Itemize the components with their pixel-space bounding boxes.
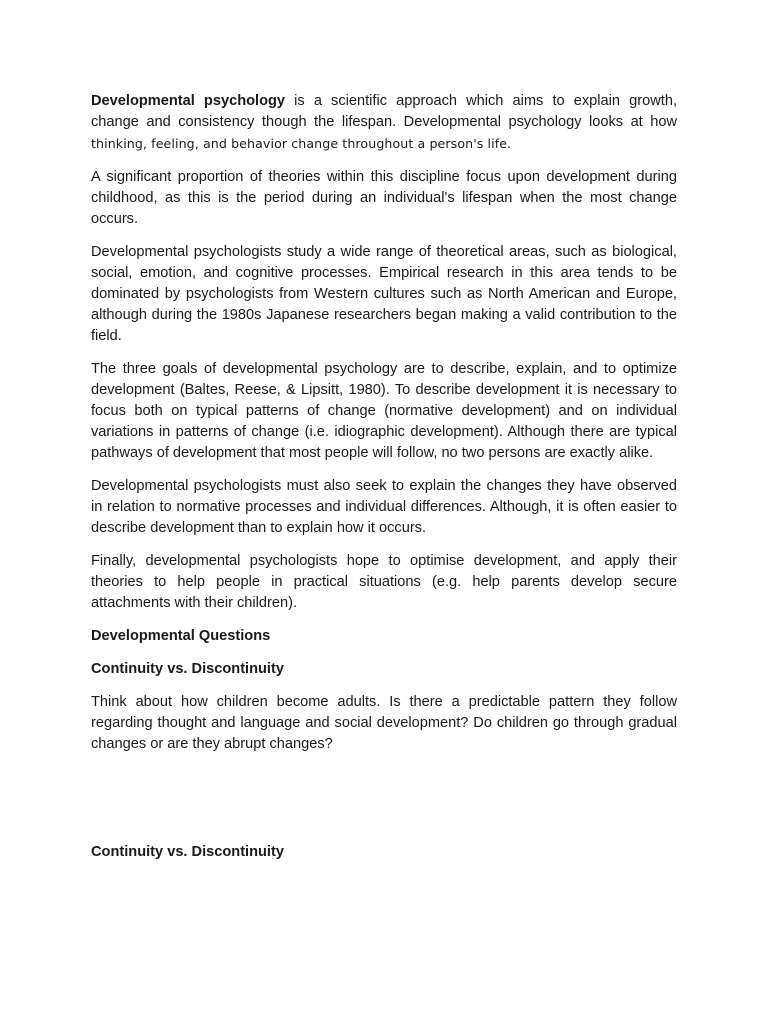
paragraph-explain-changes: Developmental psychologists must also seek to explain the changes they have observed in relation to normative processes and individual differences. Although, it is often easier to describe development than to explain how it occurs. <box>91 478 677 536</box>
heading-continuity: Continuity vs. Discontinuity <box>91 661 284 677</box>
heading-developmental-questions: Developmental Questions <box>91 628 271 644</box>
intro-term: Developmental psychology <box>91 93 286 109</box>
paragraph-optimise: Finally, developmental psychologists hope to optimise development, and apply their theories to help people in practical situations (e.g. help parents develop secure attachments with their children). <box>91 553 677 611</box>
paragraph-theoretical-areas: Developmental psychologists study a wide range of theoretical areas, such as biological, social, emotion, and cognitive processes. Empirical research in this area tends to be dominated by psychologists from Western cultures such as North American and Europe, although during the 1980s Japanese researchers began making a valid contribution to the field. <box>91 244 677 344</box>
heading-continuity-repeat: Continuity vs. Discontinuity <box>91 844 284 860</box>
paragraph-continuity: Think about how children become adults. Is there a predictable pattern they follow regarding thought and language and social development? Do children go through gradual changes or are they abrupt changes? <box>91 694 677 752</box>
paragraph-three-goals: The three goals of developmental psychology are to describe, explain, and to optimize development (Baltes, Reese, & Lipsitt, 1980). To describe development it is necessary to focus both on typical patterns of change (normative development) and on individual variations in patterns of change (i.e. idiographic development). Although there are typical pathways of development that most people will follow, no two persons are exactly alike. <box>91 361 677 461</box>
document-page <box>91 91 677 875</box>
intro-text: is a scientific approach which aims to explain growth, change and consistency though the lifespan. Developmental psychology looks at how <box>91 93 677 130</box>
paragraph-childhood: A significant proportion of theories within this discipline focus upon development during childhood, as this is the period during an individual's lifespan when the most change occurs. <box>91 169 677 227</box>
blank-space <box>91 767 677 842</box>
intro-paragraph <box>91 91 677 155</box>
intro-text-alt-font: thinking, feeling, and behavior change throughout a person's life. <box>91 136 512 151</box>
